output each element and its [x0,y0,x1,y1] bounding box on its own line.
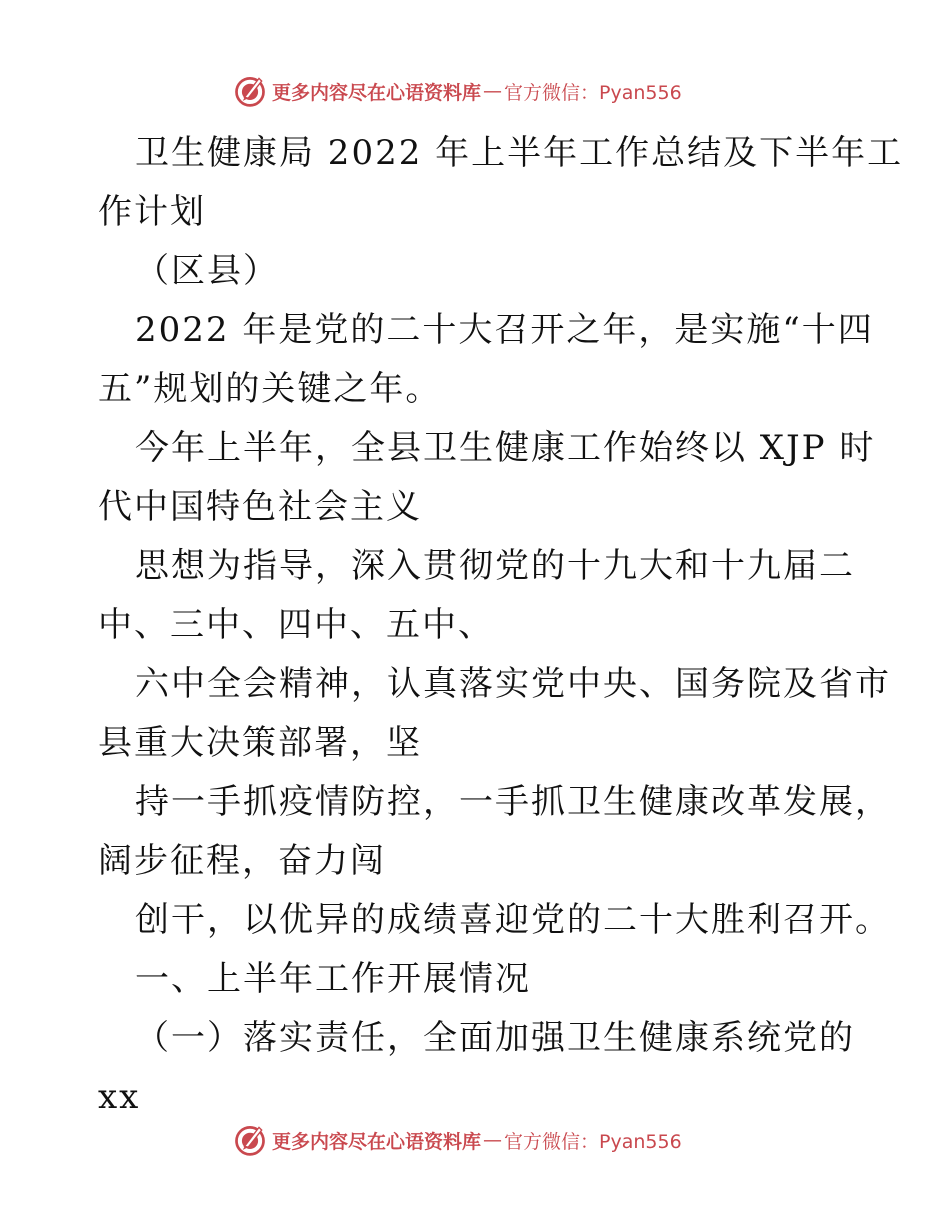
doc-title-line-1: 卫生健康局 2022 年上半年工作总结及下半年工 [135,133,904,173]
document-body [98,124,904,1127]
banner-separator: — [483,80,503,102]
doc-paragraph-line: 创干，以优异的成绩喜迎党的二十大胜利召开。 [135,900,891,940]
banner-brand-text: 更多内容尽在心语资料库 [272,81,482,104]
doc-paragraph-line: 今年上半年，全县卫生健康工作始终以 XJP 时 [135,428,876,468]
doc-paragraph-line: 阔步征程，奋力闯 [98,841,386,881]
doc-paragraph-line: 中、三中、四中、五中、 [98,605,494,645]
doc-paragraph-line: 县重大决策部署，坚 [98,723,422,763]
doc-subtitle: （区县） [135,251,279,291]
doc-title-line-2: 作计划 [98,192,206,232]
doc-paragraph-line: 六中全会精神，认真落实党中央、国务院及省市 [135,664,891,704]
doc-paragraph-line: 思想为指导，深入贯彻党的十九大和十九届二 [135,546,855,586]
doc-paragraph-line: 五”规划的关键之年。 [98,369,442,409]
banner-contact-text: 官方微信：Pyan556 [504,1130,682,1153]
doc-section-heading: 一、上半年工作开展情况 [135,959,531,999]
doc-paragraph-line: xx [98,1077,141,1117]
header-banner [232,71,682,111]
banner-separator: — [483,1129,503,1151]
footer-banner [232,1120,682,1160]
quill-pen-circle-logo-icon [232,73,268,109]
banner-brand-text: 更多内容尽在心语资料库 [272,1130,482,1153]
doc-paragraph-line: 代中国特色社会主义 [98,487,422,527]
doc-subsection-heading: （一）落实责任，全面加强卫生健康系统党的 [135,1018,855,1058]
doc-paragraph-line: 持一手抓疫情防控，一手抓卫生健康改革发展， [135,782,891,822]
quill-pen-circle-logo-icon [232,1122,268,1158]
banner-contact-text: 官方微信：Pyan556 [504,81,682,104]
doc-paragraph-line: 2022 年是党的二十大召开之年，是实施“十四 [135,310,874,350]
